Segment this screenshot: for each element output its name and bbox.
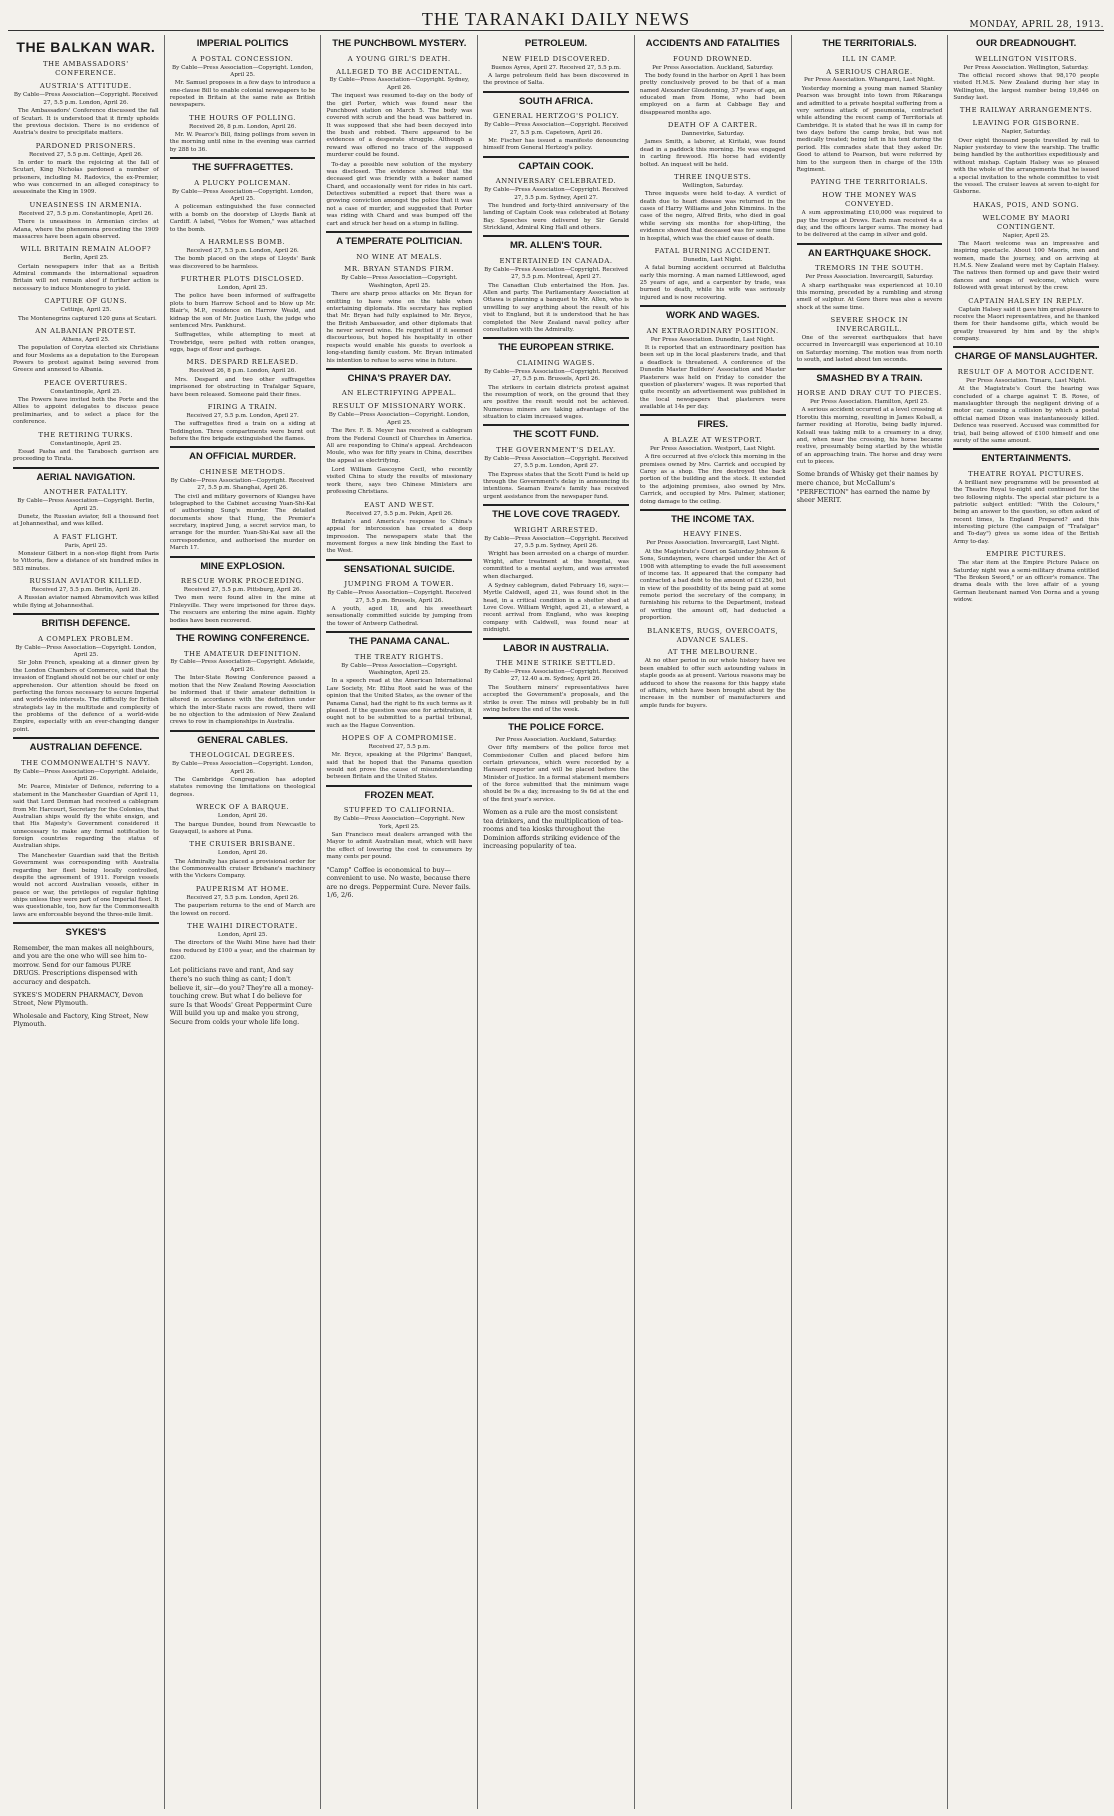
section-rule	[483, 91, 629, 93]
subheading: ILL IN CAMP.	[842, 54, 897, 63]
headline: MR. ALLEN'S TOUR.	[510, 240, 602, 252]
article-paragraph: A policeman extinguished the fuse connected with a bomb on the doorstep of Lloyds Bank at Cardiff. A label, "Votes for Women," was attached to the bomb.	[169, 204, 316, 233]
article-paragraph: The Montenegrins captured 120 guns at Scutari.	[18, 315, 157, 322]
dateline: By Cable—Press Association—Copyright. London, April 25.	[15, 644, 157, 659]
section-rule	[483, 156, 629, 158]
subheading: NEW FIELD DISCOVERED.	[502, 54, 610, 63]
dateline: Received 27, 5.5 p.m. Pittsburg, April 26.	[183, 587, 302, 594]
subheading: AT THE MELBOURNE.	[667, 648, 758, 657]
dateline: By Cable—Press Association—Copyright. London, April 25.	[172, 188, 314, 203]
advertisement-text: Women as a rule are the most consistent tea drinkers, and the multiplication of tea-rooms and tea kiosks throughout the Dominion affords striking evidence of the increasing popularity of tea.	[483, 808, 624, 851]
subheading: A PLUCKY POLICEMAN.	[194, 178, 291, 187]
section-rule	[326, 559, 472, 561]
dateline: By Cable—Press Association—Copyright. Berlin, April 25.	[17, 498, 155, 512]
article-paragraph: The suffragettes fired a train on a siding at Teddington. Three compartments were burnt out before the fire brigade extinguished the flames.	[169, 421, 316, 442]
article-paragraph: The inquest was resumed to-day on the body of the girl Porter, which was found near the Punchbowl station on March 5. The body was covered with scrub and the head was battered in. It was supposed that she had been decoyed into the bush and robbed. There appeared to be evidences of a desperate struggle. Although a reward was offered no trace of the supposed murderer could be found.	[326, 93, 473, 159]
article-paragraph: The hundred and forty-third anniversary of the landing of Captain Cook was celebrated at Botany Bay. Speeches were delivered by Sir Gerald Strickland, Admiral King Hall and others.	[483, 202, 629, 231]
article-paragraph: Two men were found alive in the mine at Finleyville. They were imprisoned for three days. The rescuers are entering the mine again. Eighty bodies have been recovered.	[169, 595, 316, 624]
subheading: NO WINE AT MEALS.	[356, 252, 443, 261]
article-paragraph: Wright has been arrested on a charge of murder. Wright, after treatment at the hospital, was committed to a mental asylum, and was arrested when discharged.	[483, 551, 629, 580]
dateline: By Cable—Press Association—Copyright. Sydney, April 26.	[329, 77, 470, 91]
article-paragraph: A Sydney cablegram, dated February 16, says:—Myrtle Caldwell, aged 21, was found shot in the head, in a critical condition in a shelter shed at Love Cove. William Wright, aged 21, a steward, a recent arrival from England, who was keeping company with Caldwell, was found near at midnight.	[483, 582, 629, 634]
section-rule	[483, 235, 629, 237]
headline: MINE EXPLOSION.	[200, 560, 285, 572]
article-paragraph: Lord William Gascoyne Cecil, who recently visited China to study the results of missionary work there, says two Chinese Ministers are professing Christians.	[326, 467, 473, 496]
article-paragraph: The Canadian Club entertained the Hon. Jas. Allen and party. The Parliamentary Association at Ottawa is planning a banquet to Mr. Allen, who is unwilling to say anything about the result of his visit to England, but it is understood that he has completed the New Zealand naval policy after consultation with the Admiralty.	[483, 282, 629, 333]
dateline: By Cable—Press Association—Copyright. Washington, April 25.	[341, 275, 458, 289]
article-paragraph: The body found in the harbor on April 1 has been pretty conclusively proved to be that of a man named Alexander Gloudenning, 37 years of age, an educated man from Home, who had been employed on a farm at Cabbage Bay and disappeared months ago.	[639, 72, 786, 116]
headline: THE ROWING CONFERENCE.	[175, 632, 310, 644]
headline: CHARGE OF MANSLAUGHTER.	[954, 351, 1098, 363]
headline: THE LOVE COVE TRAGEDY.	[492, 509, 620, 521]
dateline: By Cable—Press Association—Copyright. Received 27, 5.5 p.m. London, April 27.	[484, 455, 628, 470]
subheading: AUSTRIA'S ATTITUDE.	[39, 82, 132, 91]
section-rule	[13, 737, 159, 739]
article-paragraph: The pauperism returns to the end of March are the lowest on record.	[169, 903, 316, 917]
article-paragraph: The population of Corytza elected six Christians and four Moslems as a deputation to the European Powers to protest against being severed from Greece and annexed to Albania.	[13, 345, 159, 374]
subheading: THE GOVERNMENT'S DELAY.	[496, 445, 616, 454]
headline: SENSATIONAL SUICIDE.	[343, 563, 455, 575]
headline: AN OFFICIAL MURDER.	[189, 451, 297, 463]
subheading: JUMPING FROM A TOWER.	[344, 580, 455, 589]
headline: CAPTAIN COOK.	[518, 160, 594, 172]
subheading: THEATRE ROYAL PICTURES.	[968, 469, 1085, 478]
subheading: WRIGHT ARRESTED.	[513, 525, 599, 534]
dateline: Received 27, 5.5 p.m. London, April 27.	[186, 412, 299, 419]
article-paragraph: The bomb placed on the steps of Lloyds' Bank was discovered to be harmless.	[169, 256, 316, 270]
subheading: CHINESE METHODS.	[199, 467, 286, 476]
section-rule	[170, 628, 316, 630]
section-rule	[13, 467, 159, 469]
subheading: HAKAS, POIS, AND SONG.	[973, 200, 1080, 209]
article-paragraph: Mr. Samuel proposes in a few days to introduce a one-clause Bill to enable colonial newspapers to be reposted in Britain at the same rate as British newspapers.	[169, 80, 316, 109]
article-paragraph: The Southern miners' representatives have accepted the Government's proposals, and the strike is over. The mines will probably be in full swing before the end of the week.	[483, 684, 629, 713]
dateline: Received 27, 5.5 p.m. Berlin, April 26.	[31, 587, 141, 594]
dateline: Per Press Association. Auckland, Saturday.	[495, 736, 617, 743]
subheading: AN ELECTRIFYING APPEAL.	[341, 389, 457, 398]
dateline: By Cable—Press Association—Copyright. Received 27, 5.5 p.m. Sydney, April 26.	[484, 535, 628, 549]
headline: AERIAL NAVIGATION.	[36, 471, 136, 483]
headline: IMPERIAL POLITICS	[196, 38, 289, 49]
subheading: WILL BRITAIN REMAIN ALOOF?	[20, 245, 152, 254]
subheading: A POSTAL CONCESSION.	[191, 54, 294, 63]
article-paragraph: Mr. Bryce, speaking at the Pilgrims' Banquet, said that he hoped that the Panama question would not prove the cause of misunderstanding between Britain and the United States.	[326, 752, 473, 781]
headline: A TEMPERATE POLITICIAN.	[336, 235, 463, 247]
subheading: RESCUE WORK PROCEEDING.	[180, 577, 305, 586]
section-rule	[483, 504, 629, 506]
subheading: HOW THE MONEY WAS CONVEYED.	[822, 191, 917, 209]
section-rule	[326, 631, 472, 633]
headline: FROZEN MEAT.	[364, 789, 435, 801]
subheading: THE HOURS OF POLLING.	[189, 113, 297, 122]
dateline: By Cable—Press Association—Copyright. Received 27, 5.5 p.m. London, April 26.	[13, 92, 158, 106]
section-rule	[640, 305, 786, 307]
article-columns	[8, 35, 1104, 1809]
subheading: SEVERE SHOCK IN INVERCARGILL.	[830, 316, 909, 334]
dateline: By Cable—Press Association—Copyright. Adelaide, April 26.	[170, 659, 315, 673]
headline: GENERAL CABLES.	[197, 734, 288, 746]
dateline: Per Press Association. Hamilton, April 25.	[809, 399, 929, 406]
headline: PETROLEUM.	[524, 38, 588, 49]
headline: THE POLICE FORCE.	[508, 722, 604, 734]
dateline: Per Press Association. Whangarei, Last Night.	[804, 77, 935, 84]
subheading: PARDONED PRISONERS.	[35, 141, 136, 150]
dateline: Received 27, 5.5 p.m.	[368, 743, 430, 750]
article-paragraph: It is reported that an extraordinary position has been set up in the local plasterers trade, and that a deadlock is threatened. A conference of the Dunedin Master Builders' Association and Master Plasterers was held on Friday to consider the question of plasterers' wages. It was reported that quite recently an advertisement was published in the local newspapers that plasterers were available at 14s per day.	[639, 345, 786, 411]
article-paragraph: Mr. Fischer has issued a manifesto denouncing himself from General Hertzog's policy.	[483, 137, 629, 152]
article-paragraph: Mr. W. Pearce's Bill, fixing pollings from seven in the morning until nine in the evening was carried by 288 to 36.	[169, 132, 316, 153]
dateline: London, April 25.	[217, 931, 268, 938]
subheading: DEATH OF A CARTER.	[667, 121, 758, 130]
dateline: Received 26, 8 p.m. London, April 26.	[189, 123, 297, 130]
dateline: Received 27, 5.5 p.m. Constantinople, April 26.	[18, 210, 153, 217]
article-paragraph: The Admiralty has placed a provisional order for the Commonwealth cruiser Brisbane's machinery with the Vickers Company.	[169, 858, 316, 880]
subheading: A FAST FLIGHT.	[53, 532, 119, 541]
advertisement-text: Wholesale and Factory, King Street, New Plymouth.	[13, 1011, 149, 1029]
subheading: BLANKETS, RUGS, OVERCOATS, ADVANCE SALES.	[647, 626, 779, 644]
dateline: By Cable—Press Association—Copyright. Received 27, 5.5 p.m. Capetown, April 26.	[484, 122, 628, 136]
article-paragraph: Over fifty members of the police force met Commissioner Cullen and placed before him certain grievances, which were recorded by a Hansard reporter and will be placed before the Minister of Justice. In a formal statement members of the force submitted that the minimum wage should be 9s a day, increasing to 9s 6d at the end of the first year's service.	[483, 745, 629, 803]
subheading: RUSSIAN AVIATOR KILLED.	[29, 577, 143, 586]
headline: WORK AND WAGES.	[665, 310, 760, 322]
article-paragraph: Britain's and America's response to China's appeal for intercession has created a deep impression. The newspapers state that the movement forges a new link binding the East to the West.	[326, 518, 473, 555]
subheading: LEAVING FOR GISBORNE.	[972, 119, 1080, 128]
subheading: PEACE OVERTURES.	[44, 378, 128, 387]
article-paragraph: The police have been informed of suffragette plots to burn Harrow School and to blow up Mr. Blair's, M.P., residence on Harrow Weald, and kidnap the son of Mr. Justice Lush, the judge who sentenced Mrs. Pankhurst.	[169, 293, 316, 329]
headline: THE INCOME TAX.	[671, 513, 755, 525]
headline: SMASHED BY A TRAIN.	[816, 372, 923, 384]
dateline: London, April 26.	[217, 813, 268, 820]
article-paragraph: Sir John French, speaking at a dinner given by the London Chambers of Commerce, said that the invasion of England should not be our chief or only apprehension. Our attention should be fixed on perfecting the forces necessary to secure Imperial and world-wide interests. The difficulty for British strategists lay in the multitude and complexity of the problems of the defence of a world-wide Empire, especially with an ever-changing danger point.	[13, 660, 159, 733]
dateline: By Cable—Press Association—Copyright. London, April 25.	[328, 412, 470, 426]
newspaper-title: THE TARANAKI DAILY NEWS	[421, 9, 691, 29]
headline: LABOR IN AUSTRALIA.	[503, 642, 609, 654]
dateline: Napier, Saturday.	[1001, 129, 1051, 136]
section-rule	[483, 638, 629, 640]
dateline: Constantinople, April 25.	[50, 440, 122, 447]
subheading: THE AMBASSADORS' CONFERENCE.	[42, 60, 129, 78]
headline: OUR DREADNOUGHT.	[976, 38, 1077, 49]
subheading: MR. BRYAN STANDS FIRM.	[344, 265, 455, 274]
column-5	[635, 35, 792, 1809]
dateline: By Cable—Press Association—Copyright. London, April 26.	[172, 761, 314, 775]
column-4	[478, 35, 635, 1809]
article-paragraph: A youth, aged 18, and his sweetheart sensationally committed suicide by jumping from the tower of Antwerp Cathedral.	[326, 606, 473, 627]
subheading: EAST AND WEST.	[364, 500, 435, 509]
dateline: By Cable—Press Association—Copyright. Adelaide, April 26.	[13, 768, 159, 783]
subheading: THE RAILWAY ARRANGEMENTS.	[959, 106, 1093, 115]
article-paragraph: Monsieur Gilbert in a non-stop flight from Paris to Vittoria, flew a distance of six hundred miles in 583 minutes.	[13, 551, 159, 572]
advertisement-text: Remember, the man makes all neighbours, and you are the one who will see him to-morrow. Send for our famous PURE DRUGS. Prescriptions dispensed with accuracy and despatch.	[13, 943, 155, 987]
advertisement-text: Let politicians rave and rant, And say there's no such thing as cant; I don't believe it, sir—do you? They're all a money-touching crew. But what I do believe for sure Is that Woods' Great Peppermint Cure Will build you up and make you strong, Secure from colds your whole life long.	[169, 966, 314, 1026]
subheading: A COMPLEX PROBLEM.	[38, 634, 134, 643]
dateline: Received 27, 5.5 p.m. London, April 26.	[186, 247, 299, 254]
headline: THE SCOTT FUND.	[513, 429, 599, 441]
dateline: By Cable—Press Association—Copyright. New York, April 25.	[333, 816, 465, 830]
article-paragraph: One of the severest earthquakes that have occurred in Invercargill was experienced at 10.10 on Saturday morning. The motion was from north to south, and lasted about ten seconds.	[796, 335, 943, 364]
section-rule	[326, 785, 472, 787]
subheading: UNEASINESS IN ARMENIA.	[29, 200, 143, 209]
headline: THE TERRITORIALS.	[822, 38, 917, 49]
article-paragraph: Mr. Pearce, Minister of Defence, referring to a statement in the Manchester Guardian of April 11, said that Lord Denman had received a cablegram from Mr. Harcourt, Secretary for the Colonies, that Australian ships would fly the white ensign, and that His Majesty's Government considered it unnecessary to make any formal notification to foreign countries regarding the status of Australian ships.	[13, 784, 159, 850]
section-rule	[170, 556, 316, 558]
subheading: ANNIVERSARY CELEBRATED.	[495, 177, 617, 186]
dateline: Received 27, 5.5 p.m. Cettinje, April 26.	[28, 151, 143, 158]
headline: FIRES.	[697, 419, 729, 431]
subheading: WELLINGTON VISITORS.	[975, 54, 1078, 63]
subheading: WRECK OF A BARQUE.	[195, 803, 290, 812]
subheading: CAPTURE OF GUNS.	[44, 297, 128, 306]
dateline: Per Press Association. Invercargill, Saturday.	[805, 274, 934, 281]
dateline: By Cable—Press Association—Copyright. Received 27, 5.5 p.m. Brussels, April 26.	[484, 368, 628, 383]
dateline: By Cable—Press Association—Copyright. London, April 25.	[172, 64, 314, 78]
column-1	[8, 35, 165, 1809]
dateline: Athens, April 25.	[62, 336, 110, 343]
dateline: Received 26, 8 p.m. London, April 26.	[189, 368, 297, 375]
headline: ACCIDENTS AND FATALITIES	[645, 38, 780, 49]
article-paragraph: At the Magistrate's Court on Saturday Johnson & Sons, Sundaymen, were charged under the Act of 1908 with attempting to evade the full assessment of income tax. It appeared that the company had contracted a bad debt to the amount of £1250, but in view of the possibility of its being paid at some remote period the secretary of the company, in furnishing his returns to the Department, instead of writing the amount off, had deducted a proportion.	[639, 548, 786, 622]
subheading: FATAL BURNING ACCIDENT.	[654, 246, 771, 255]
headline: THE SUFFRAGETTES.	[192, 162, 293, 174]
subheading: THE RETIRING TURKS.	[38, 430, 134, 439]
article-paragraph: San Francisco meat dealers arranged with the Mayor to admit Australian meat, which will have the effect of lowering the cost to consumers by many cents per pound.	[326, 832, 473, 861]
article-paragraph: The Ambassadors' Conference discussed the fall of Scutari. It is understood that it firmly upholds the previous decision. There is no evidence of Austria's desire to precipitate matters.	[13, 108, 159, 137]
article-paragraph: A serious accident occurred at a level crossing at Horotiu this morning, resulting in James Kelsall, a farmer residing at Horotiu, being badly injured. Kelsall was taking milk to a creamery in a dray, and, when near the crossing, his horse became restive, presumably being startled by the whistle of an approaching train. The horse and dray were cut to pieces.	[796, 407, 943, 466]
subheading: THE CRUISER BRISBANE.	[189, 840, 296, 849]
subheading: THEOLOGICAL DEGREES.	[189, 751, 296, 760]
column-7	[948, 35, 1104, 1809]
section-rule	[797, 243, 943, 245]
dateline: Wellington, Saturday.	[682, 182, 744, 189]
dateline: Per Press Association. Dunedin, Last Night.	[650, 336, 775, 343]
headline: CHINA'S PRAYER DAY.	[347, 372, 452, 384]
section-rule	[953, 448, 1099, 450]
subheading: ANOTHER FATALITY.	[43, 488, 129, 497]
article-paragraph: Yesterday morning a young man named Stanley Pearson was brought into town from Rikaranga and admitted to a private hospital suffering from a very serious attack of pneumonia, contracted while attending the recent camp of Territorials at Cambridge. It is stated that he was ill in camp for two days before the camp broke, but was not medically treated; being left in his tent during the period. His comrades state that they asked Dr. Good to attend to Pearson, but were referred by him to the surgeon then in charge of the 15th Regiment.	[796, 85, 943, 173]
dateline: By Cable—Press Association—Copyright. Received 27, 5.5 p.m. Montreal, April 27.	[484, 266, 628, 281]
article-paragraph: There is uneasiness in Armenian circles at Adana, where the phenomena preceding the 1909 massacres have been again observed.	[13, 219, 159, 240]
headline: SYKES'S	[65, 927, 107, 939]
subheading: AN ALBANIAN PROTEST.	[35, 326, 137, 335]
headline: ENTERTAINMENTS.	[981, 453, 1071, 465]
headline: AUSTRALIAN DEFENCE.	[29, 742, 143, 754]
section-rule	[483, 424, 629, 426]
article-paragraph: The star item at the Empire Picture Palace on Saturday night was a semi-military drama entitled "The Broken Sword," or an officer's romance. The drama deals with the love affair of a young German lieutenant named Von Dorna and a young widow.	[953, 560, 1100, 604]
subheading: PAUPERISM AT HOME.	[195, 884, 290, 893]
dateline: By Cable—Press Association—Copyright. Received 27, 5.5 p.m. Shanghai, April 26.	[170, 477, 315, 492]
subheading: RESULT OF MISSIONARY WORK.	[332, 402, 467, 411]
article-paragraph: James Smith, a laborer, at Kiritaki, was found dead in a paddock this morning. He was engaged in carting firewood. His horse had evidently bolted. An inquest will be held.	[639, 139, 786, 168]
subheading: A BLAZE AT WESTPORT.	[663, 435, 762, 444]
subheading: A SERIOUS CHARGE.	[826, 67, 913, 76]
article-paragraph: A Russian aviator named Abramovitch was killed while flying at Johannesthal.	[13, 595, 159, 609]
headline: SOUTH AFRICA.	[518, 95, 594, 107]
section-rule	[640, 509, 786, 511]
advertisement-text: Some brands of Whisky get their names by mere chance, but McCallum's "PERFECTION" has earned the name by sheer MERIT.	[796, 470, 939, 505]
dateline: Napier, April 25.	[1002, 232, 1050, 239]
section-rule	[953, 346, 1099, 348]
article-paragraph: In order to mark the rejoicing at the fall of Scutari, King Nicholas pardoned a number of prisoners, including M. Radovics, the ex-Premier, who was concerned in an alleged conspiracy to assassinate the King in 1909.	[13, 159, 159, 196]
article-paragraph: The Manchester Guardian said that the British Government was corresponding with Australia regarding her fleet being locally controlled, despite the agreement of 1911. Foreign vessels would not accord Australian vessels, either in peace or war, the privileges of regular fighting ships unless they were part of one Imperial fleet. It was questionable, too, how far the Commonwealth laws are enforceable beyond the three-mile limit.	[13, 852, 159, 918]
article-paragraph: A fatal burning accident occurred at Balclutha early this morning. A man named Littlewood, aged 25 years of age, and a carpenter by trade, was burned to death, while his wife was seriously injured and is now recovering.	[639, 265, 786, 301]
dateline: Per Press Association. Westport, Last Night.	[649, 445, 776, 452]
dateline: Received 27, 5.5 p.m. Pekin, April 26.	[345, 510, 453, 517]
subheading: FOUND DROWNED.	[673, 54, 753, 63]
advertisement-text: "Camp" Coffee is economical to buy—convenient to use. No waste, because there are no dregs. Peppermint Cure. Never fails. 1/6, 2/6.	[326, 865, 471, 900]
headline: THE PANAMA CANAL.	[348, 636, 450, 648]
section-rule	[170, 446, 316, 448]
subheading: THE COMMONWEALTH'S NAVY.	[21, 758, 151, 767]
dateline: By Cable—Press Association—Copyright. Received 27, 5.5 p.m. Brussels, April 26.	[327, 590, 472, 604]
headline: AN EARTHQUAKE SHOCK.	[807, 247, 931, 259]
section-rule	[797, 368, 943, 370]
dateline: Per Press Association. Timaru, Last Night.	[966, 377, 1087, 384]
section-rule	[13, 613, 159, 615]
dateline: Per Press Association. Invercargill, Last Night.	[646, 540, 780, 547]
subheading: WELCOME BY MAORI CONTINGENT.	[982, 213, 1071, 231]
subheading: CLAIMING WAGES.	[517, 358, 596, 367]
subheading: GENERAL HERTZOG'S POLICY.	[492, 112, 620, 121]
article-paragraph: Essad Pasha and the Tarabosch garrison are proceeding to Tirata.	[13, 448, 159, 463]
dateline: Constantinople, April 25.	[50, 388, 122, 395]
dateline: Dannevirke, Saturday.	[681, 131, 745, 138]
subheading: PAYING THE TERRITORIALS.	[810, 178, 929, 187]
subheading: HORSE AND DRAY CUT TO PIECES.	[796, 389, 942, 398]
subheading: MRS. DESPARD RELEASED.	[186, 358, 299, 367]
section-rule	[170, 730, 316, 732]
article-paragraph: The Cambridge Congregation has adopted statutes removing the limitations on theological degrees.	[169, 777, 316, 798]
article-paragraph: At the Magistrate's Court the hearing was concluded of a charge against T. B. Rowe, of manslaughter through the negligent driving of a motor car, causing a collision by which a postal official named Dixon was instantaneously killed. Defence was reserved. Accused was committed for trial, bail being allowed of £100 himself and one surety of the same amount.	[953, 386, 1100, 444]
advertisement-text: SYKES'S MODERN PHARMACY, Devon Street, New Plymouth.	[13, 990, 144, 1008]
article-paragraph: The Powers have invited both the Porte and the Allies to appoint delegates to discuss peace preliminaries, and to select a place for the conference.	[13, 397, 159, 426]
subheading: AN EXTRAORDINARY POSITION.	[646, 326, 779, 335]
subheading: THE MINE STRIKE SETTLED.	[496, 659, 616, 668]
dateline: Cettinje, April 25.	[60, 307, 112, 314]
article-paragraph: There are sharp press attacks on Mr. Bryan for omitting to have wine on the table when entertaining diplomats. His secretary has replied that Mr. Bryan had fully explained to Mr. Bryce, the British Ambassador, and other diplomats that he never served wine. He regretted if it seemed discourteous, but hoped his hospitality in other respects would enable his guests to overlook a long-standing family custom. Mr. Bryan intimated his intention to refuse to serve wine in future.	[326, 291, 473, 364]
subheading: THREE INQUESTS.	[674, 172, 752, 181]
dateline: Paris, April 25.	[64, 542, 107, 549]
subheading: ENTERTAINED IN CANADA.	[499, 256, 613, 265]
article-paragraph: Suffragettes, while attempting to meet at Trowbridge, were pelted with rotten oranges, eggs, bags of flour and garbage.	[169, 332, 316, 354]
dateline: By Cable—Press Association—Copyright. Received 27, 12.40 a.m. Sydney, April 26.	[484, 669, 628, 683]
subheading: HEAVY FINES.	[683, 530, 743, 539]
article-paragraph: The official record shows that 98,170 people visited H.M.S. New Zealand during her stay in Wellington, the largest number being 19,846 on Sunday last.	[953, 72, 1100, 101]
section-rule	[13, 922, 159, 924]
subheading: THE TREATY RIGHTS.	[354, 652, 444, 661]
dateline: By Cable—Press Association—Copyright. Washington, April 25.	[341, 662, 458, 676]
article-paragraph: Certain newspapers infer that as a British Admiral commands the international squadron Britain will not remain aloof if further action is necessary to induce Montenegro to yield.	[13, 263, 159, 292]
article-paragraph: The civil and military governors of Kiangsu have telegraphed to the Cabinet accusing Yuan-Shi-Kai of authorising Sung's murder. The detailed documents show that Hung, the Premier's secretary, inspired Jung, a secret service man, to arrange for the murder. Yuan-Shi-Kai saw all the correspondence, and authorised the murder on March 17.	[169, 493, 316, 552]
article-paragraph: In a speech read at the American International Law Society, Mr. Elihu Root said he was of the opinion that the United States, as the owner of the Panama Canal, had the right to fix such terms as it pleased. If the question was one for arbitration, it ought not to be submitted to a partial tribunal, such as the Hague Convention.	[326, 678, 473, 729]
article-paragraph: A sum approximating £10,000 was required to pay the troops at Drews. Each man received 4s a day, and the officers larger sums. The money had to be delivered at the camp in silver and gold.	[796, 210, 943, 239]
article-paragraph: A brilliant new programme will be presented at the Theatre Royal to-night and continued for the two following nights. The special star picture is a patriotic subject entitled: "With the Colours," being an answer to the question, so often asked of recent times, Is England Prepared? and this interesting picture (the campaign of "Trafalgar" and To-day") gives us some idea of the British Army to-day.	[953, 479, 1100, 545]
subheading: THE WAIHI DIRECTORATE.	[187, 921, 298, 930]
subheading: RESULT OF A MOTOR ACCIDENT.	[957, 367, 1095, 376]
section-rule	[640, 414, 786, 416]
subheading: CAPTAIN HALSEY IN REPLY.	[968, 296, 1085, 305]
headline: THE PUNCHBOWL MYSTERY.	[332, 38, 467, 49]
masthead	[8, 6, 1104, 31]
subheading: FIRING A TRAIN.	[207, 402, 278, 411]
article-paragraph: Mrs. Despard and two other suffragettes imprisoned for obstructing in Trafalgar Square, have been released. Someone paid their fines.	[169, 376, 316, 398]
subheading: ALLEGED TO BE ACCIDENTAL.	[336, 67, 463, 76]
subheading: FURTHER PLOTS DISCLOSED.	[180, 275, 305, 284]
dateline: Berlin, April 25.	[63, 255, 109, 262]
dateline: London, April 25.	[217, 285, 268, 292]
article-paragraph: At no other period in our whole history have we been enabled to offer such astounding values in staple goods as at present. Various reasons may be adduced to show the reasons for this happy state of affairs, which have been brought about by the increase in the number of manufacturers and ample funds for buyers.	[639, 658, 786, 709]
headline: THE BALKAN WAR.	[16, 39, 156, 55]
dateline: London, April 26.	[217, 850, 268, 857]
article-paragraph: A sharp earthquake was experienced at 10.10 this morning, preceded by a rumbling and strong smell of sulphur. At Gore there was also a severe shock at the same time.	[796, 282, 943, 311]
article-paragraph: The Maori welcome was an impressive and inspiring spectacle. About 100 Maoris, men and women, made the journey, and on arriving at H.M.S. New Zealand were met by Captain Halsey. The natives then formed up and gave their weird dances and songs of welcome, which were followed with great interest by the crew.	[953, 240, 1100, 292]
issue-date: MONDAY, APRIL 28, 1913.	[969, 20, 1104, 30]
article-paragraph: Dunetz, the Russian aviator, fell a thousand feet at Johannesthal, and was killed.	[13, 513, 159, 528]
subheading: HOPES OF A COMPROMISE.	[341, 734, 457, 742]
section-rule	[326, 231, 472, 233]
article-paragraph: To-day a possible new solution of the mystery was disclosed. The evidence showed that the deceased girl was friendly with a baker named Chard, and occasionally went for rides in his cart. Detectives submitted a report that there was a growing conviction amongst the police that it was not a case of murder, and suggested that Porter was riding with Chard and was bumped off the cart and struck her head on a stump in falling.	[326, 161, 473, 227]
subheading: A HARMLESS BOMB.	[199, 237, 286, 246]
subheading: EMPIRE PICTURES.	[985, 550, 1067, 559]
article-paragraph: The strikers in certain districts protest against the resumption of work, on the ground that they are positive the result would not be achieved. Numerous miners are taking advantage of the situation to claim increased wages.	[483, 384, 629, 420]
dateline: Per Press Association. Wellington, Saturday.	[963, 64, 1089, 71]
dateline: Per Press Association. Auckland, Saturday.	[652, 64, 774, 71]
article-paragraph: Captain Halsey said it gave him great pleasure to receive the Maori representatives, and he thanked them for their handsome gifts, which would be greatly treasured by him and by the ship's company.	[953, 306, 1100, 343]
section-rule	[326, 368, 472, 370]
dateline: By Cable—Press Association—Copyright. Received 27, 5.5 p.m. Sydney, April 27.	[484, 187, 628, 201]
article-paragraph: The Express states that the Scott Fund is held up through the Government's delay in announcing its intentions. Seaman Evans's family has received urgent assistance from the newspaper fund.	[483, 471, 629, 500]
subheading: THE AMATEUR DEFINITION.	[183, 649, 302, 658]
column-3	[321, 35, 478, 1809]
dateline: Dunedin, Last Night.	[683, 256, 743, 263]
dateline: Received 27, 5.5 p.m. London, April 26.	[186, 894, 299, 901]
headline: BRITISH DEFENCE.	[41, 618, 131, 630]
column-2	[165, 35, 322, 1809]
article-paragraph: A fire occurred at five o'clock this morning in the premises owned by Mrs. Carrick and occupied by Carey as a shop. The fire destroyed the back portion of the building and the stock. It extended to the adjoining premises, also owned by Mrs. Carrick, and occupied by Mrs. Palmer, stationer, doing damage to the ceiling.	[639, 454, 786, 505]
subheading: A YOUNG GIRL'S DEATH.	[347, 54, 451, 63]
article-paragraph: The barque Dundee, bound from Newcastle to Guayaquil, is ashore at Puna.	[169, 821, 316, 835]
section-rule	[483, 337, 629, 339]
subheading: TREMORS IN THE SOUTH.	[815, 264, 924, 273]
section-rule	[483, 717, 629, 719]
article-paragraph: The Inter-State Rowing Conference passed a motion that the New Zealand Rowing Association be informed that if their amateur definition is altered in accordance with the definition under which the inter-State races are rowed, there will be no objection to the admission of New Zealand crews to row in championships in Australia.	[169, 675, 316, 726]
article-paragraph: A large petroleum field has been discovered in the province of Salta.	[483, 72, 629, 87]
subheading: STUFFED TO CALIFORNIA.	[343, 806, 455, 815]
dateline: Buenos Ayres, April 27. Received 27, 5.5 p.m.	[491, 64, 621, 71]
article-paragraph: Three inquests were held to-day. A verdict of death due to heart disease was returned in the cases of Harry Williams and John Kimmins. In the case of the negro, Alfred Brits, who died in goal while serving six months for shop-lifting, the evidence showed that deceased was for some time in hospital, which was the chief cause of death.	[639, 191, 786, 242]
section-rule	[170, 157, 316, 159]
article-paragraph: The directors of the Waihi Mine have had their fees reduced by £100 a year, and the chairman by £200.	[169, 940, 316, 961]
headline: THE EUROPEAN STRIKE.	[498, 342, 614, 354]
column-6	[792, 35, 949, 1809]
article-paragraph: Over eight thousand people travelled by rail to Napier yesterday to view the warship. The traffic being handled by the authorities expeditiously and without mishap. Captain Halsey was so pleased with the whole of the arrangements that he issued a special invitation to the whole committee to visit the vessel. The cruiser leaves at seven to-night for Gisborne.	[953, 137, 1100, 196]
article-paragraph: The Rev. F. B. Meyer has received a cablegram from the Federal Council of Churches in America. All are responding to China's appeal. Archdeacon Moule, who was for fifty years in China, describes the appeal as electrifying.	[326, 428, 473, 464]
